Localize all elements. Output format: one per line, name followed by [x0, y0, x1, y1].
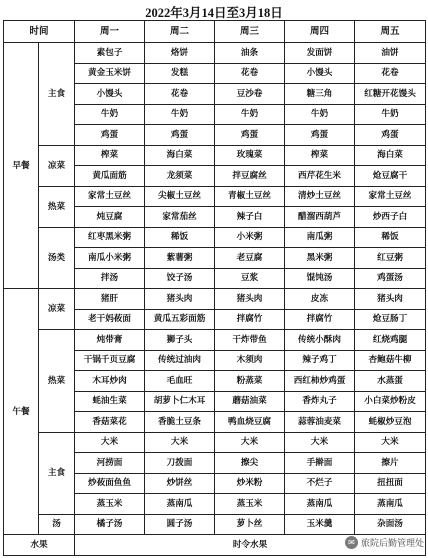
wechat-icon: ✉	[345, 536, 358, 549]
menu-cell: 大米	[215, 432, 285, 453]
menu-cell: 拌汤	[75, 268, 145, 289]
menu-cell: 稀饭	[355, 227, 426, 248]
menu-cell: 擦片	[355, 453, 426, 474]
menu-cell: 水蒸蛋	[355, 371, 426, 392]
menu-cell: 鸡蛋	[75, 125, 145, 146]
menu-cell: 胡萝卜仁木耳	[145, 391, 215, 412]
menu-title: 2022年3月14日至3月18日	[145, 6, 283, 20]
menu-cell: 海白菜	[355, 145, 426, 166]
menu-cell: 辣子鸡丁	[285, 350, 355, 371]
table-row	[4, 145, 426, 166]
table-row	[4, 514, 426, 535]
menu-cell: 老干妈莜面	[75, 309, 145, 330]
table-row	[4, 227, 426, 248]
table-row	[4, 432, 426, 453]
menu-cell: 牛奶	[285, 104, 355, 125]
menu-cell: 香脆土豆条	[145, 412, 215, 433]
menu-cell: 炒莜面鱼鱼	[75, 473, 145, 494]
menu-cell: 黑米粥	[285, 248, 355, 269]
menu-cell: 玫瑰菜	[215, 145, 285, 166]
menu-cell: 鸭血烧豆腐	[215, 412, 285, 433]
menu-cell: 炝豆腐干	[355, 166, 426, 187]
menu-cell: 榨菜	[75, 145, 145, 166]
menu-cell: 蒸南瓜	[285, 494, 355, 515]
menu-cell: 圆子汤	[145, 514, 215, 535]
menu-cell: 不烂子	[285, 473, 355, 494]
menu-cell: 稀饭	[145, 227, 215, 248]
menu-cell: 豆沙卷	[215, 84, 285, 105]
menu-cell: 小白菜炒粉皮	[355, 391, 426, 412]
menu-cell: 大米	[355, 432, 426, 453]
menu-cell: 黄金玉米饼	[75, 63, 145, 84]
menu-cell: 猪肝	[75, 289, 145, 310]
category-label: 凉菜	[39, 289, 75, 330]
menu-cell: 蒸玉米	[75, 494, 145, 515]
menu-cell: 炖带膏	[75, 330, 145, 351]
table-row	[4, 330, 426, 351]
menu-cell: 香炸丸子	[285, 391, 355, 412]
menu-cell: 手擀面	[285, 453, 355, 474]
menu-cell: 鸡蛋	[355, 125, 426, 146]
menu-cell: 红糖开花馒头	[355, 84, 426, 105]
menu-cell: 蒸南瓜	[145, 494, 215, 515]
menu-cell: 毛血旺	[145, 371, 215, 392]
menu-cell: 炒饼丝	[145, 473, 215, 494]
category-label: 汤	[39, 514, 75, 535]
menu-cell: 鸡蛋	[215, 125, 285, 146]
menu-cell: 馄饨汤	[285, 268, 355, 289]
menu-cell: 家常茄丝	[145, 207, 215, 228]
table-row	[4, 289, 426, 310]
menu-cell: 花卷	[215, 63, 285, 84]
menu-cell: 猪头肉	[215, 289, 285, 310]
menu-cell: 拌豆腐丝	[215, 166, 285, 187]
menu-cell: 橘子汤	[75, 514, 145, 535]
menu-cell: 传统小酥肉	[285, 330, 355, 351]
menu-cell: 玉米羹	[285, 514, 355, 535]
menu-cell: 擦尖	[215, 453, 285, 474]
category-label: 主食	[39, 432, 75, 514]
menu-cell: 鸡蛋	[285, 125, 355, 146]
menu-cell: 牛奶	[355, 104, 426, 125]
menu-cell: 炖豆腐	[75, 207, 145, 228]
watermark	[345, 536, 424, 549]
menu-cell: 发糕	[145, 63, 215, 84]
header-row	[4, 21, 426, 43]
menu-cell: 粉蒸菜	[215, 371, 285, 392]
menu-cell: 西芹花生米	[285, 166, 355, 187]
menu-cell: 油条	[215, 43, 285, 64]
menu-cell: 红豆粥	[355, 248, 426, 269]
weekly-menu-table	[3, 20, 426, 556]
menu-cell: 鸡蛋汤	[355, 268, 426, 289]
menu-cell: 辣子白	[215, 207, 285, 228]
table-row	[4, 43, 426, 64]
menu-cell: 杂面汤	[355, 514, 426, 535]
menu-cell: 榨菜	[285, 145, 355, 166]
menu-cell: 红烧鸡腿	[355, 330, 426, 351]
menu-cell: 南瓜粥	[285, 227, 355, 248]
meal-label: 午餐	[4, 289, 39, 535]
menu-cell: 西红柿炒鸡蛋	[285, 371, 355, 392]
fruit-label: 水果	[4, 535, 75, 556]
header-day: 周四	[285, 21, 355, 43]
menu-cell: 蒸玉米	[215, 494, 285, 515]
menu-cell: 牛奶	[145, 104, 215, 125]
menu-cell: 油饼	[355, 43, 426, 64]
menu-cell: 小馒头	[285, 63, 355, 84]
menu-cell: 青椒土豆丝	[215, 186, 285, 207]
menu-cell: 河捞面	[75, 453, 145, 474]
menu-cell: 黄瓜面筋	[75, 166, 145, 187]
menu-cell: 炝豆肠丁	[355, 309, 426, 330]
menu-cell: 南瓜小米粥	[75, 248, 145, 269]
menu-cell: 尖椒土豆丝	[145, 186, 215, 207]
menu-cell: 萝卜丝	[215, 514, 285, 535]
menu-cell: 老豆腐	[215, 248, 285, 269]
menu-cell: 蘑菇油菜	[215, 391, 285, 412]
menu-cell: 家常土豆丝	[75, 186, 145, 207]
menu-cell: 红枣黑米粥	[75, 227, 145, 248]
menu-cell: 炒西子白	[355, 207, 426, 228]
menu-cell: 蒸南瓜	[355, 494, 426, 515]
menu-cell: 家常土豆丝	[355, 186, 426, 207]
menu-cell: 拌腐竹	[285, 309, 355, 330]
menu-cell: 龙须菜	[145, 166, 215, 187]
menu-cell: 小米粥	[215, 227, 285, 248]
menu-cell: 紫薯粥	[145, 248, 215, 269]
category-label: 主食	[39, 43, 75, 146]
menu-cell: 扭扭面	[355, 473, 426, 494]
menu-cell: 拌腐竹	[215, 309, 285, 330]
header-day: 周一	[75, 21, 145, 43]
menu-cell: 醋溜西葫芦	[285, 207, 355, 228]
menu-cell: 干锅千页豆腐	[75, 350, 145, 371]
menu-cell: 豆浆	[215, 268, 285, 289]
menu-cell: 黄瓜五彩面筋	[145, 309, 215, 330]
category-label: 热菜	[39, 330, 75, 433]
menu-cell: 香菇菜花	[75, 412, 145, 433]
header-day: 周二	[145, 21, 215, 43]
watermark-text: 旅院后勤管理处	[360, 539, 424, 549]
menu-cell: 狮子头	[145, 330, 215, 351]
menu-cell: 炒米粉	[215, 473, 285, 494]
menu-cell: 牛奶	[215, 104, 285, 125]
menu-cell: 小馒头	[75, 84, 145, 105]
menu-cell: 蚝油生菜	[75, 391, 145, 412]
table-row	[4, 186, 426, 207]
menu-cell: 大米	[75, 432, 145, 453]
menu-cell: 大米	[285, 432, 355, 453]
category-label: 凉菜	[39, 145, 75, 186]
menu-cell: 素包子	[75, 43, 145, 64]
menu-cell: 皮冻	[285, 289, 355, 310]
menu-cell: 刀拨面	[145, 453, 215, 474]
menu-cell: 干炸带鱼	[215, 330, 285, 351]
menu-cell: 猪头肉	[145, 289, 215, 310]
fruit-value: 时令水果	[75, 535, 426, 556]
category-label: 汤类	[39, 227, 75, 289]
menu-cell: 饺子汤	[145, 268, 215, 289]
menu-cell: 烙饼	[145, 43, 215, 64]
menu-cell: 传统过油肉	[145, 350, 215, 371]
menu-cell: 蚝椒炒豆泡	[355, 412, 426, 433]
menu-cell: 花卷	[355, 63, 426, 84]
menu-cell: 猪头肉	[355, 289, 426, 310]
menu-cell: 木须肉	[215, 350, 285, 371]
meal-label: 早餐	[4, 43, 39, 289]
header-day: 周三	[215, 21, 285, 43]
header-day: 周五	[355, 21, 426, 43]
menu-cell: 清炒土豆丝	[285, 186, 355, 207]
menu-cell: 糖三角	[285, 84, 355, 105]
menu-cell: 杏鲍菇牛柳	[355, 350, 426, 371]
menu-cell: 鸡蛋	[145, 125, 215, 146]
menu-cell: 牛奶	[75, 104, 145, 125]
header-time: 时间	[4, 21, 75, 43]
menu-cell: 蒜蓉油麦菜	[285, 412, 355, 433]
menu-cell: 大米	[145, 432, 215, 453]
category-label: 热菜	[39, 186, 75, 227]
menu-cell: 海白菜	[145, 145, 215, 166]
menu-cell: 发面饼	[285, 43, 355, 64]
menu-cell: 花卷	[145, 84, 215, 105]
menu-cell: 木耳炒肉	[75, 371, 145, 392]
